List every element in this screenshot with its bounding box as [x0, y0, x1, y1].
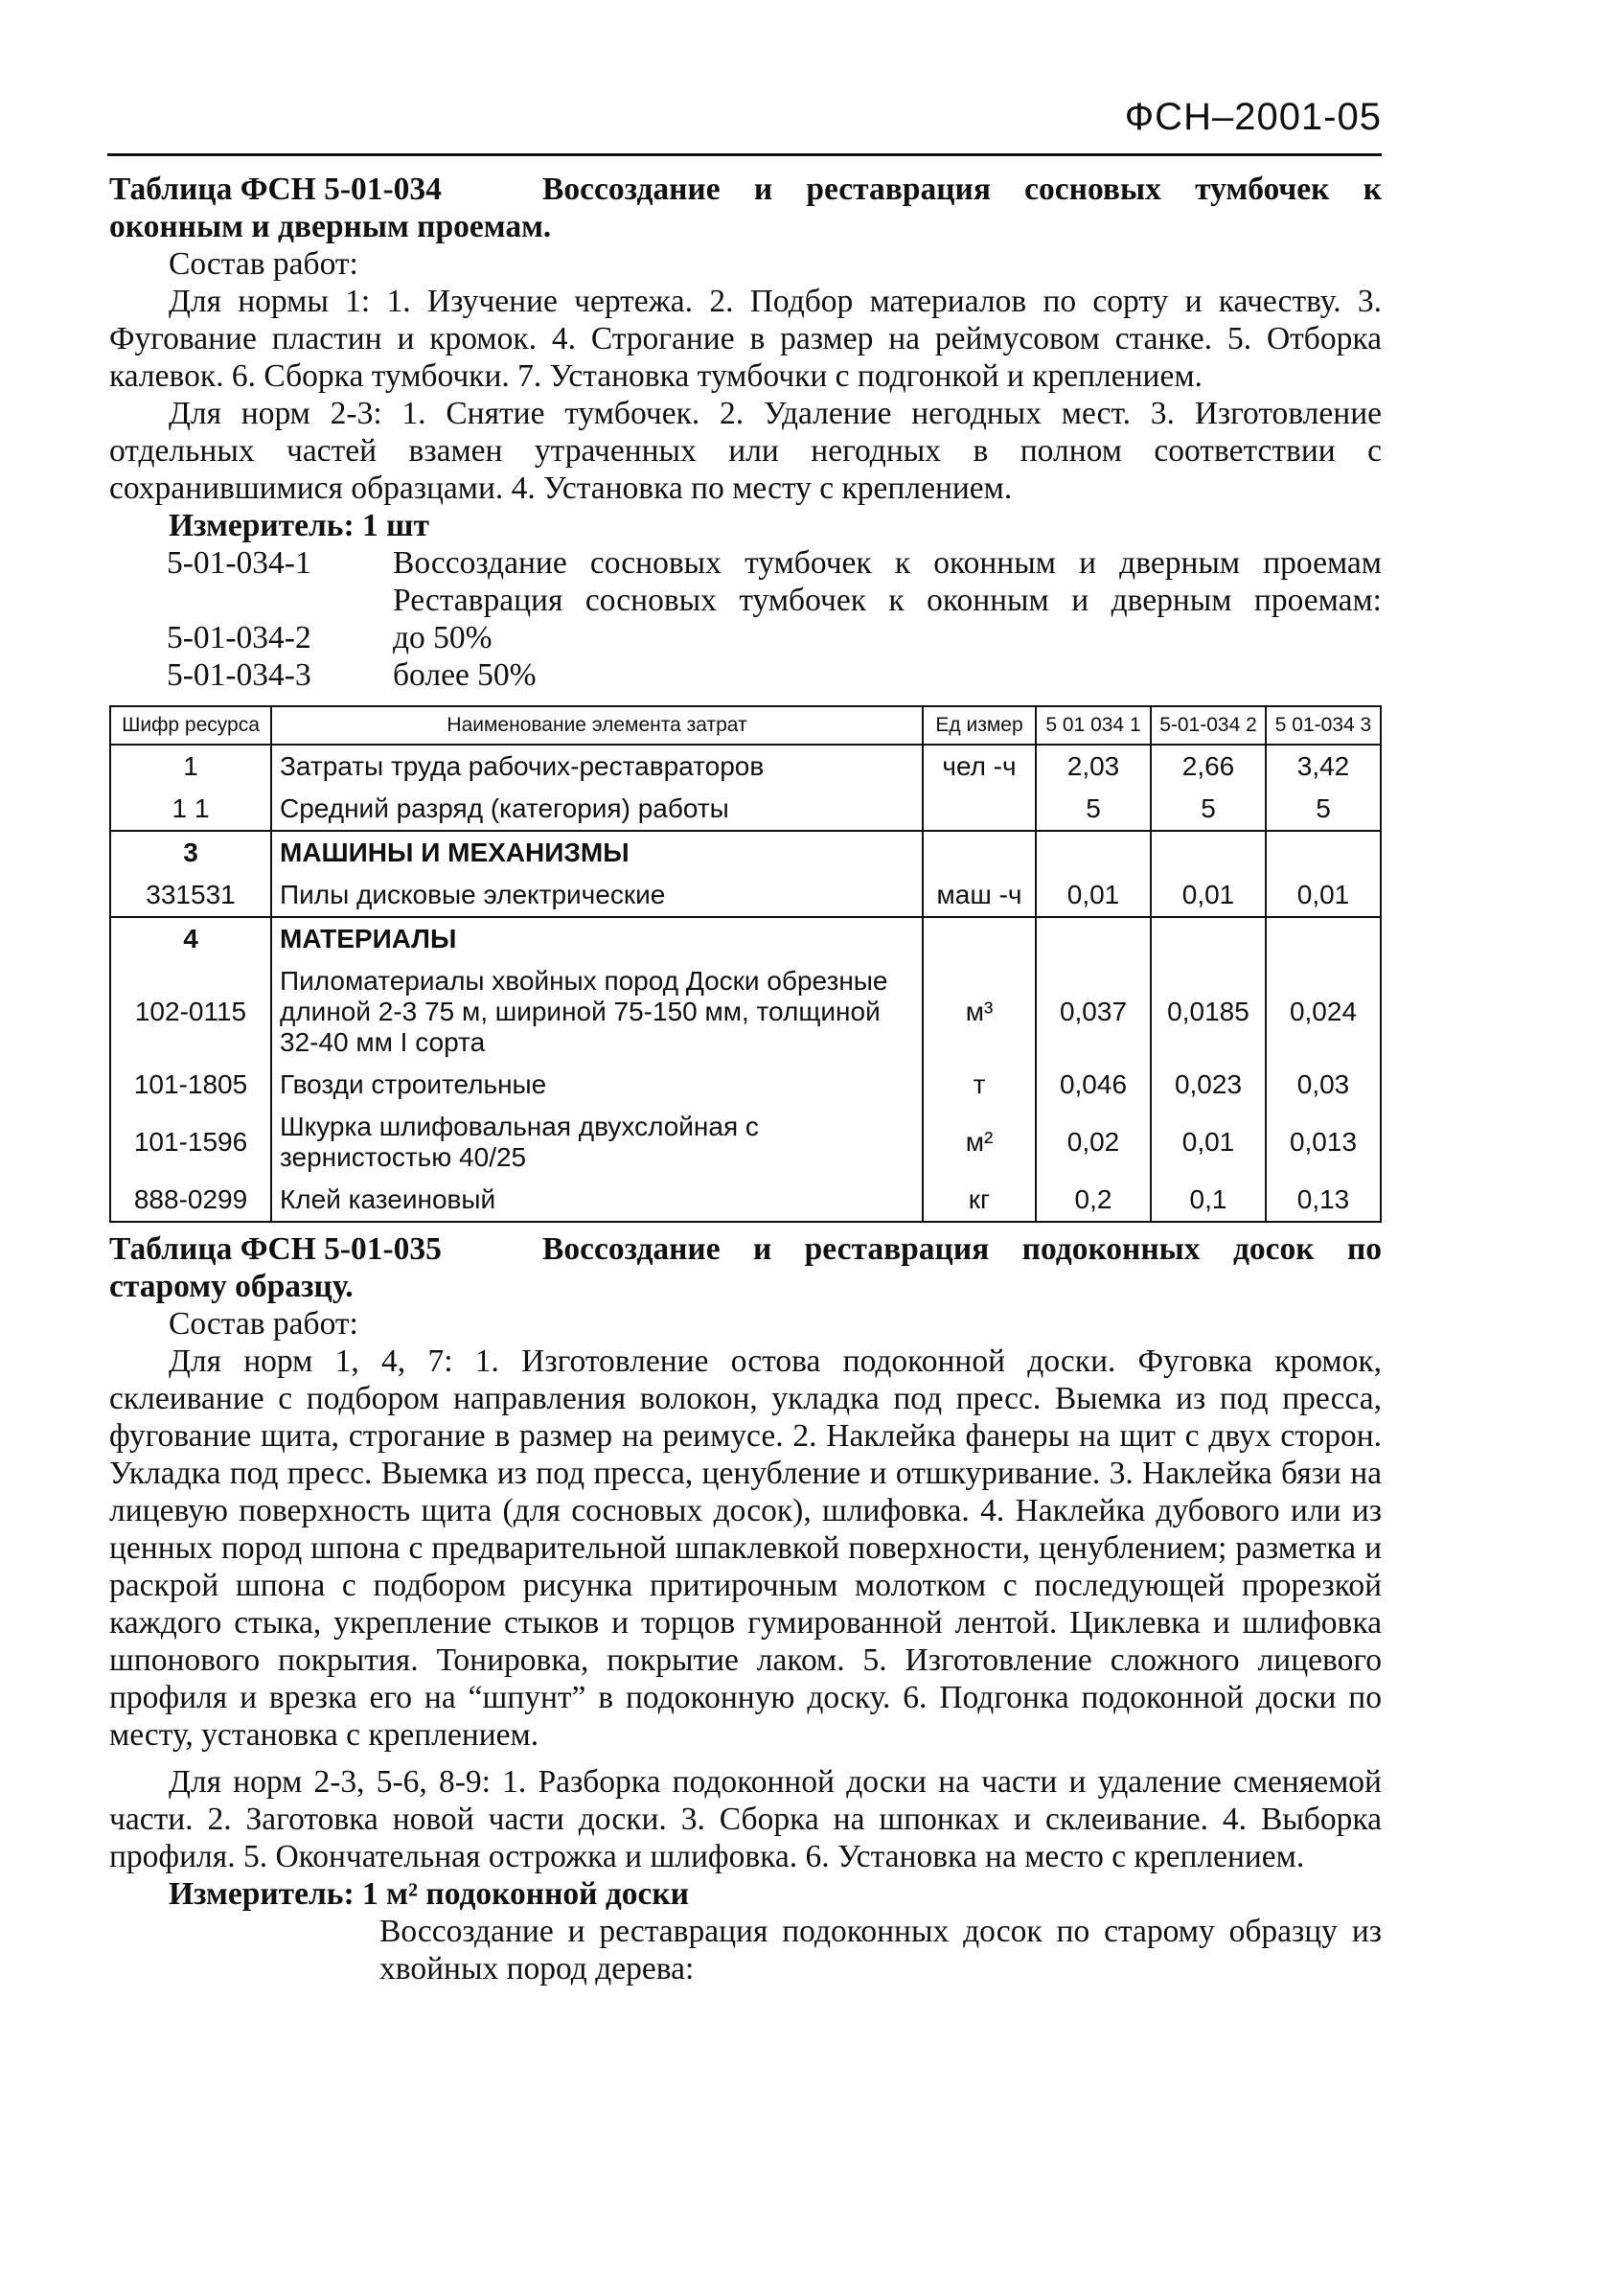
cell-value: 0,02 — [1036, 1106, 1151, 1179]
cell-name: Клей казеиновый — [271, 1179, 923, 1222]
cell-value: 0,2 — [1036, 1179, 1151, 1222]
cell-value: 0,01 — [1151, 874, 1266, 917]
cell-code: 101-1596 — [110, 1106, 271, 1179]
cell-value: 0,0185 — [1151, 960, 1266, 1064]
cell-value: 0,01 — [1266, 874, 1381, 917]
norm-row — [167, 544, 1382, 582]
cell-code: 888-0299 — [110, 1179, 271, 1222]
cell-value: 0,03 — [1266, 1064, 1381, 1106]
header-unit: Ед измер — [923, 706, 1036, 745]
cell-code: 3 — [110, 831, 271, 874]
table-035-title — [109, 1230, 1382, 1305]
table-row — [110, 1064, 1381, 1106]
header-element-name: Наименование элемента затрат — [271, 706, 923, 745]
norm-code: 5-01-034-3 — [167, 657, 311, 693]
cell-value — [1151, 831, 1266, 874]
norm-group-desc-035: Воссоздание и реставрация подоконных досок по старому образцу из хвойных пород дерева: — [379, 1914, 1382, 1986]
cell-code: 101-1805 — [110, 1064, 271, 1106]
table-row — [110, 788, 1381, 831]
cell-value: 2,03 — [1036, 745, 1151, 788]
table-header-row — [110, 706, 1381, 745]
cell-unit: м³ — [923, 960, 1036, 1064]
document-code: ФСН–2001-05 — [1124, 96, 1382, 138]
composition-label-035: Состав работ: — [169, 1306, 358, 1342]
cell-value: 0,046 — [1036, 1064, 1151, 1106]
header-norm-2: 5-01-034 2 — [1151, 706, 1266, 745]
table-034-title-text: Воссоздание и реставрация сосновых тумбочек к оконным и дверным проемам. — [109, 172, 1382, 244]
work-para-035-2: Для норм 2-3, 5-6, 8-9: 1. Разборка подоконной доски на части и удаление сменяемой части. 2. Заготовка новой части доски. 3. Сборка на шпонках и склеивание. 4. Выборка профиля. 5. Окончательная острожка и шлифовка. 6. Установка на место с креплением. — [109, 1764, 1382, 1874]
header-resource-code: Шифр ресурса — [110, 706, 271, 745]
cell-value: 0,01 — [1151, 1106, 1266, 1179]
table-section-row — [110, 917, 1381, 960]
table-row — [110, 1179, 1381, 1222]
cell-unit: м² — [923, 1106, 1036, 1179]
cell-name: Пиломатериалы хвойных пород Доски обрезные длиной 2-3 75 м, шириной 75-150 мм, толщиной 32-40 мм I сорта — [271, 960, 923, 1064]
cell-code: 1 1 — [110, 788, 271, 831]
cell-unit: маш -ч — [923, 874, 1036, 917]
header-norm-3: 5 01-034 3 — [1266, 706, 1381, 745]
norm-row — [167, 656, 1382, 694]
cell-value — [1151, 917, 1266, 960]
norm-desc: более 50% — [393, 657, 537, 693]
cell-value: 5 — [1266, 788, 1381, 831]
header-norm-1: 5 01 034 1 — [1036, 706, 1151, 745]
cell-value: 0,013 — [1266, 1106, 1381, 1179]
cell-value — [1266, 917, 1381, 960]
norm-desc: Реставрация сосновых тумбочек к оконным и дверным проемам: — [393, 583, 1382, 618]
cell-value: 0,037 — [1036, 960, 1151, 1064]
table-035-code: Таблица ФСН 5-01-035 — [109, 1231, 442, 1267]
norm-code — [167, 582, 393, 619]
table-row — [110, 745, 1381, 788]
cell-value: 0,13 — [1266, 1179, 1381, 1222]
cell-value — [1036, 917, 1151, 960]
cell-name: Шкурка шлифовальная двухслойная с зернистостью 40/25 — [271, 1106, 923, 1179]
work-para-034-1: Для нормы 1: 1. Изучение чертежа. 2. Подбор материалов по сорту и качеству. 3. Фугование пластин и кромок. 4. Строгание в размер на реймусовом станке. 5. Отборка калевок. 6. Сборка тумбочки. 7. Установка тумбочки с подгонкой и креплением. — [109, 284, 1382, 394]
cell-name: Пилы дисковые электрические — [271, 874, 923, 917]
spacer — [109, 1754, 1382, 1763]
norm-code: 5-01-034-1 — [167, 545, 311, 581]
cell-value — [1036, 831, 1151, 874]
cell-value: 0,1 — [1151, 1179, 1266, 1222]
page-content — [109, 171, 1382, 1987]
cell-value: 0,024 — [1266, 960, 1381, 1064]
norm-row — [167, 619, 1382, 656]
table-section-row — [110, 831, 1381, 874]
norm-row — [167, 582, 1382, 619]
work-para-035-1: Для норм 1, 4, 7: 1. Изготовление остова подоконной доски. Фуговка кромок, склеивание с подбором направления волокон, укладка под пресс. Выемка из под пресса, фугование щита, строгание в размер на реимусе. 2. Наклейка фанеры на щит с двух сторон. Укладка под пресс. Выемка из под пресса, ценубление и отшкуривание. 3. Наклейка бязи на лицевую поверхность щита (для сосновых досок), шлифовка. 4. Наклейка дубового или из ценных пород шпона с предварительной шпаклевкой поверхности, ценублением; разметка и раскрой шпона с подбором рисунка притирочным молотком с последующей прорезкой каждого стыка, укрепление стыков и торцов гумированной лентой. Циклевка и шлифовка шпонового покрытия. Тонировка, покрытие лаком. 5. Изготовление сложного лицевого профиля и врезка его на “шпунт” в подоконную доску. 6. Подгонка подоконной доски по месту, установка с креплением. — [109, 1343, 1382, 1753]
cell-value: 5 — [1151, 788, 1266, 831]
cell-value: 0,023 — [1151, 1064, 1266, 1106]
table-034-code: Таблица ФСН 5-01-034 — [109, 172, 442, 207]
section-title: МАШИНЫ И МЕХАНИЗМЫ — [271, 831, 923, 874]
cell-unit — [923, 831, 1036, 874]
norm-code: 5-01-034-2 — [167, 620, 311, 655]
section-title: МАТЕРИАЛЫ — [271, 917, 923, 960]
cell-unit — [923, 788, 1036, 831]
cell-unit: кг — [923, 1179, 1036, 1222]
cell-code: 4 — [110, 917, 271, 960]
resource-table-034 — [109, 705, 1382, 1223]
norm-desc: Воссоздание сосновых тумбочек к оконным и дверным проемам — [393, 545, 1382, 581]
table-row — [110, 960, 1381, 1064]
table-035-title-text: Воссоздание и реставрация подоконных досок по старому образцу. — [109, 1231, 1382, 1304]
cell-name: Затраты труда рабочих-реставраторов — [271, 745, 923, 788]
work-para-034-2: Для норм 2-3: 1. Снятие тумбочек. 2. Удаление негодных мест. 3. Изготовление отдельных частей взамен утраченных или негодных в полном соответствии с сохранившимися образцами. 4. Установка по месту с креплением. — [109, 396, 1382, 506]
table-row — [110, 874, 1381, 917]
norm-desc: до 50% — [393, 620, 493, 655]
cell-value: 3,42 — [1266, 745, 1381, 788]
cell-value — [1266, 831, 1381, 874]
cell-unit: т — [923, 1064, 1036, 1106]
cell-name: Средний разряд (категория) работы — [271, 788, 923, 831]
cell-value: 2,66 — [1151, 745, 1266, 788]
table-034-title — [109, 171, 1382, 245]
measure-035: Измеритель: 1 м² подоконной доски — [169, 1876, 689, 1912]
cell-code: 102-0115 — [110, 960, 271, 1064]
header-rule — [107, 153, 1382, 156]
cell-name: Гвозди строительные — [271, 1064, 923, 1106]
measure-034: Измеритель: 1 шт — [169, 508, 429, 543]
cell-unit: чел -ч — [923, 745, 1036, 788]
cell-unit — [923, 917, 1036, 960]
cell-value: 0,01 — [1036, 874, 1151, 917]
cell-value: 5 — [1036, 788, 1151, 831]
composition-label-034: Состав работ: — [169, 246, 358, 282]
cell-code: 331531 — [110, 874, 271, 917]
table-row — [110, 1106, 1381, 1179]
cell-code: 1 — [110, 745, 271, 788]
